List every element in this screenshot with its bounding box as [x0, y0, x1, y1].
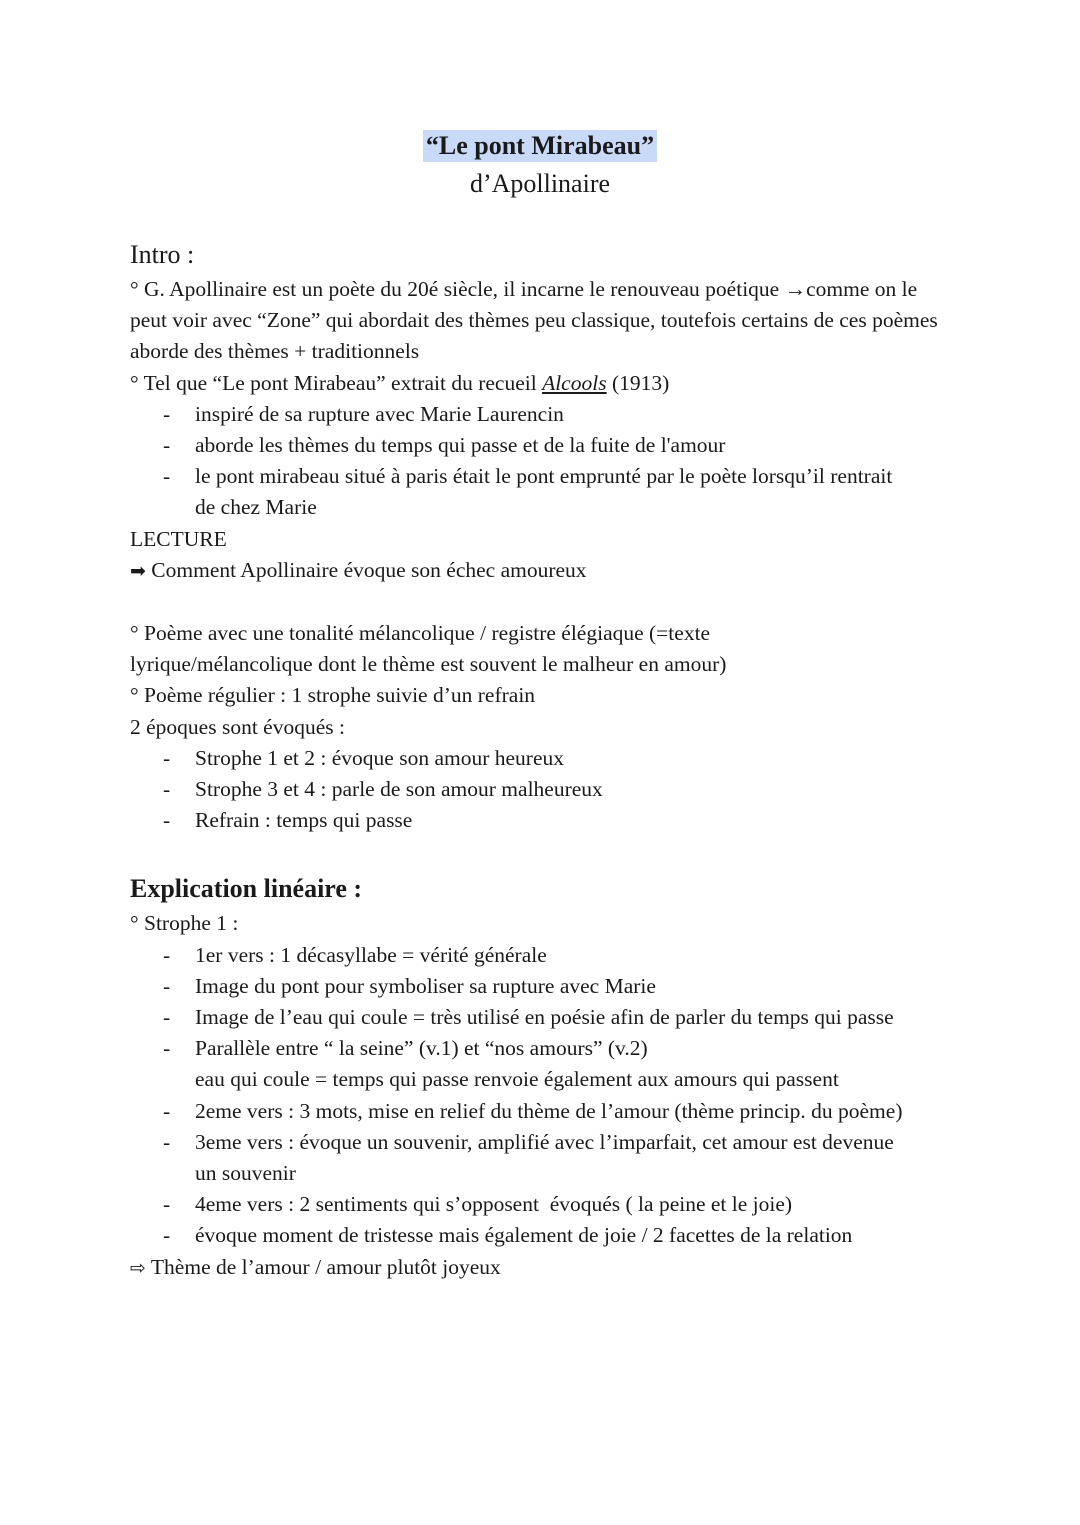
analysis-paragraph-1-text: Poème avec une tonalité mélancolique / registre élégiaque (=texte lyrique/mélancolique dont le thème est souvent le malheur en amour) [130, 621, 727, 677]
list-dash: - [163, 1005, 171, 1030]
arrow-outline-right-icon: ⇨ [130, 1256, 146, 1279]
list-dash: - [163, 1129, 171, 1154]
list-item [130, 430, 960, 461]
list-item [130, 461, 895, 523]
list-dash: - [163, 433, 171, 458]
analysis-paragraph-2 [130, 680, 960, 711]
list-item-text: 4eme vers : 2 sentiments qui s’opposent évoqués ( la peine et le joie) [195, 1192, 793, 1217]
document-body [130, 236, 960, 1284]
title-block [0, 130, 1080, 204]
list-item-continuation: eau qui coule = temps qui passe renvoie également aux amours qui passent [195, 1067, 839, 1092]
analysis-list [130, 743, 960, 837]
explication-list [130, 940, 960, 1252]
bullet-degree: ° [130, 370, 139, 395]
blank-line [130, 587, 960, 618]
list-item [130, 971, 960, 1002]
list-item-text: le pont mirabeau situé à paris était le pont emprunté par le poète lorsqu’il rentrait de chez Marie [195, 464, 893, 520]
list-item [130, 1127, 895, 1189]
list-dash: - [163, 808, 171, 833]
analysis-paragraph-1 [130, 618, 790, 680]
bullet-degree: ° [130, 621, 139, 646]
list-dash: - [163, 401, 171, 426]
arrow-right-icon: ➡ [130, 559, 146, 582]
list-dash: - [163, 1192, 171, 1217]
list-dash: - [163, 745, 171, 770]
list-item-text: Image du pont pour symboliser sa rupture avec Marie [195, 973, 656, 998]
work-title-alcools: Alcools [542, 370, 607, 395]
list-item [130, 1189, 960, 1220]
list-item-text: aborde les thèmes du temps qui passe et de la fuite de l'amour [195, 433, 726, 458]
list-dash: - [163, 973, 171, 998]
list-item [130, 743, 960, 774]
list-item [130, 1002, 915, 1033]
list-item-text: 1er vers : 1 décasyllabe = vérité générale [195, 942, 547, 967]
intro-paragraph-2-after: (1913) [606, 370, 670, 395]
document-subtitle: d’Apollinaire [469, 169, 611, 198]
list-item-text: 2eme vers : 3 mots, mise en relief du thème de l’amour (thème princip. du poème) [195, 1098, 903, 1123]
list-dash: - [163, 1223, 171, 1248]
intro-paragraph-2 [130, 368, 960, 399]
bullet-degree: ° [130, 911, 139, 936]
bullet-degree: ° [130, 277, 139, 301]
list-item-text: évoque moment de tristesse mais également de joie / 2 facettes de la relation [195, 1223, 853, 1248]
list-item [130, 940, 960, 971]
document-title: “Le pont Mirabeau” [423, 130, 657, 162]
list-item [130, 805, 960, 836]
intro-paragraph-1-text: G. Apollinaire est un poète du 20é siècle, il incarne le renouveau poétique →comme on le peut voir avec “Zone” qui abordait des thèmes peu classique, toutefois certains de ces poèmes aborde des thèmes + traditionnels [130, 277, 938, 364]
list-item-text: Parallèle entre “ la seine” (v.1) et “nos amours” (v.2) [195, 1036, 648, 1061]
lecture-label: LECTURE [130, 526, 227, 551]
list-dash: - [163, 1098, 171, 1123]
list-item [130, 1220, 960, 1251]
list-item-text: 3eme vers : évoque un souvenir, amplifié avec l’imparfait, cet amour est devenue un souvenir [195, 1129, 894, 1186]
problematique [130, 555, 960, 587]
strophe-label-text: Strophe 1 : [143, 911, 239, 936]
list-item-text: Image de l’eau qui coule = très utilisé en poésie afin de parler du temps qui passe [195, 1005, 894, 1030]
intro-paragraph-1 [130, 274, 942, 368]
list-dash: - [163, 942, 171, 967]
list-dash: - [163, 464, 171, 489]
list-item [130, 1033, 960, 1095]
conclusion-text: Thème de l’amour / amour plutôt joyeux [150, 1254, 501, 1279]
list-item-text: Strophe 1 et 2 : évoque son amour heureux [195, 745, 564, 770]
intro-list [130, 399, 960, 524]
list-dash: - [163, 777, 171, 802]
analysis-paragraph-2-text: Poème régulier : 1 strophe suivie d’un refrain [143, 683, 536, 708]
list-item-text: Refrain : temps qui passe [195, 808, 413, 833]
blank-line [130, 836, 960, 870]
bullet-degree: ° [130, 683, 139, 708]
list-item-text: Strophe 3 et 4 : parle de son amour malheureux [195, 777, 603, 802]
list-item [130, 399, 960, 430]
intro-paragraph-2-before: Tel que “Le pont Mirabeau” extrait du recueil [143, 370, 543, 395]
explication-heading: Explication linéaire : [130, 874, 363, 904]
problematique-text: Comment Apollinaire évoque son échec amoureux [151, 557, 587, 582]
list-dash: - [163, 1036, 171, 1061]
strophe-label [130, 908, 960, 939]
list-item [130, 774, 960, 805]
analysis-paragraph-3: 2 époques sont évoqués : [130, 714, 345, 739]
conclusion [130, 1252, 960, 1284]
list-item [130, 1096, 915, 1127]
list-item-text: inspiré de sa rupture avec Marie Laurencin [195, 401, 564, 426]
intro-heading: Intro : [130, 240, 195, 269]
